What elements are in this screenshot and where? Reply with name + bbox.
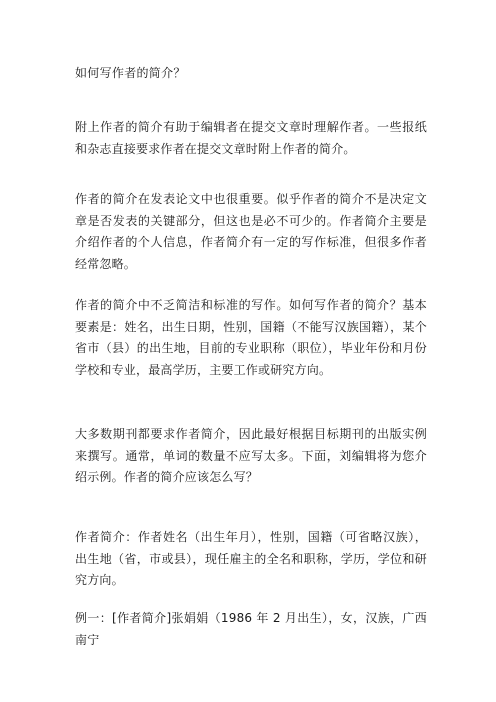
- document-title: 如何写作者的简介？: [75, 66, 186, 80]
- paragraph-template: 作者简介：作者姓名（出生年月），性别，国籍（可省略汉族），出生地（省，市或县），现任雇主的全名和职称，学历，学位和研究方向。: [75, 530, 427, 587]
- paragraph-importance: 作者的简介在发表论文中也很重要。似乎作者的简介不是决定文章是否发表的关键部分，但这也是必不可少的。作者简介主要是介绍作者的个人信息，作者简介有一定的写作标准，但很多作者经常忽略。: [75, 192, 427, 271]
- paragraph-example: 例一：[作者简介]张娟娟（1986 年 2 月出生），女，汉族，广西南宁: [75, 611, 427, 647]
- paragraph-journals: 大多数期刊都要求作者简介，因此最好根据目标期刊的出版实例来撰写。通常，单词的数量不应写太多。下面，刘编辑将为您介绍示例。作者的简介应该怎么写？: [75, 427, 427, 484]
- paragraph-elements: 作者的简介中不乏简洁和标准的写作。如何写作者的简介？基本要素是：姓名，出生日期，性别，国籍（不能写汉族国籍），某个省市（县）的出生地，目前的专业职称（职位），毕业年份和月份学校和专业，最高学历，主要工作或研究方向。: [75, 298, 427, 377]
- paragraph-intro: 附上作者的简介有助于编辑者在提交文章时理解作者。一些报纸和杂志直接要求作者在提交文章时附上作者的简介。: [75, 120, 427, 156]
